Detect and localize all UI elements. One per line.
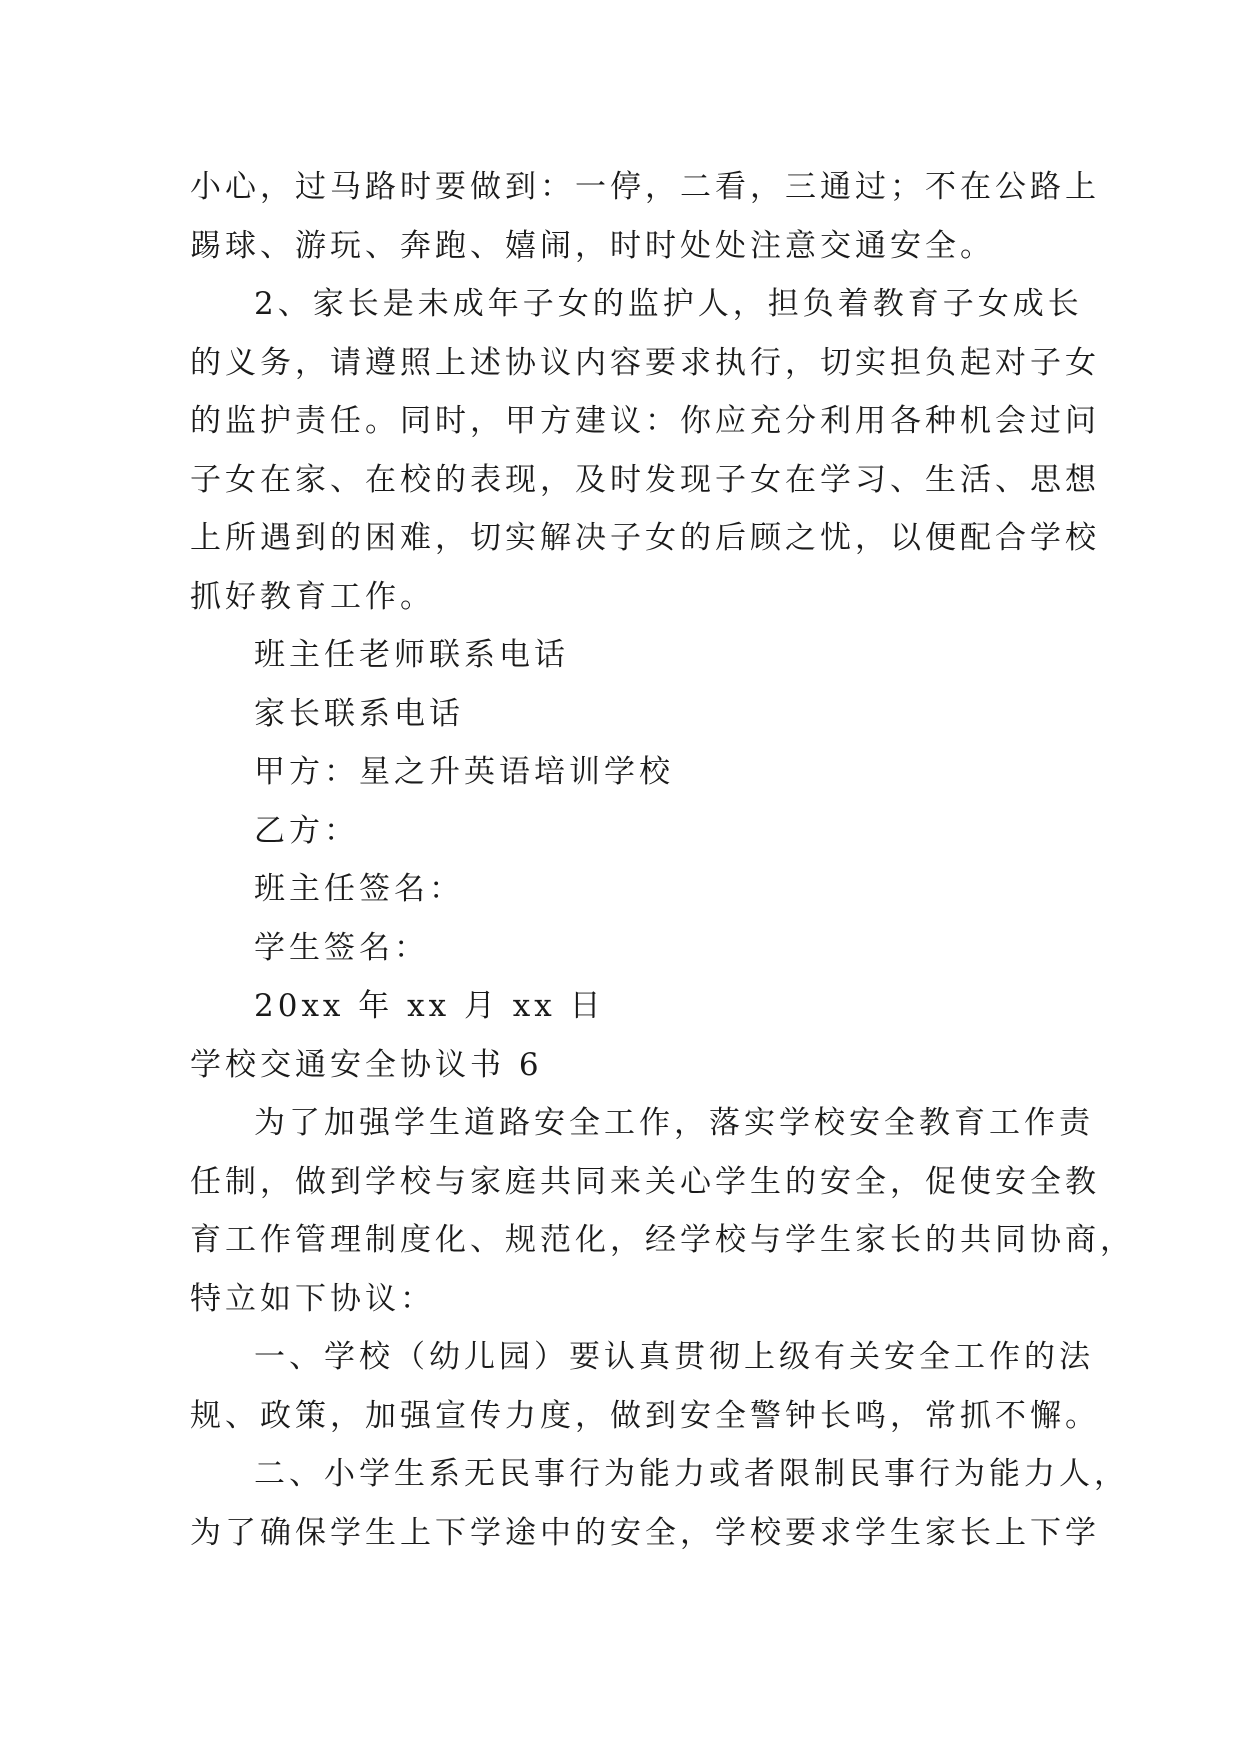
text-line: 任制，做到学校与家庭共同来关心学生的安全，促使安全教	[190, 1163, 1100, 1200]
text-line: 甲方：星之升英语培训学校	[254, 754, 674, 790]
text-line: 一、学校（幼儿园）要认真贯彻上级有关安全工作的法	[254, 1339, 1094, 1375]
text-line: 上所遇到的困难，切实解决子女的后顾之忧，以便配合学校	[190, 520, 1100, 556]
document-body	[190, 158, 1135, 1562]
text-line: 踢球、游玩、奔跑、嬉闹，时时处处注意交通安全。	[190, 227, 995, 264]
text-line: 特立如下协议：	[190, 1280, 435, 1317]
text-line: 20xx 年 xx 月 xx 日	[254, 988, 605, 1024]
text-line: 小心，过马路时要做到：一停，二看，三通过；不在公路上	[190, 169, 1100, 205]
text-line: 2、家长是未成年子女的监护人，担负着教育子女成长	[254, 286, 1083, 322]
text-line: 学校交通安全协议书 6	[190, 1046, 543, 1083]
text-line: 抓好教育工作。	[190, 578, 435, 615]
text-line: 家长联系电话	[254, 695, 464, 732]
text-line: 的义务，请遵照上述协议内容要求执行，切实担负起对子女	[190, 344, 1100, 381]
text-line: 二、小学生系无民事行为能力或者限制民事行为能力人，	[254, 1456, 1129, 1492]
text-line: 的监护责任。同时，甲方建议：你应充分利用各种机会过问	[190, 403, 1100, 439]
text-line: 为了加强学生道路安全工作，落实学校安全教育工作责	[254, 1105, 1094, 1141]
text-line: 规、政策，加强宣传力度，做到安全警钟长鸣，常抓不懈。	[190, 1397, 1100, 1434]
text-line: 乙方：	[254, 812, 359, 849]
text-line: 班主任签名：	[254, 871, 464, 907]
text-line: 学生签名：	[254, 929, 429, 966]
text-line: 班主任老师联系电话	[254, 637, 569, 673]
text-line: 育工作管理制度化、规范化，经学校与学生家长的共同协商，	[190, 1222, 1135, 1258]
text-line: 子女在家、在校的表现，及时发现子女在学习、生活、思想	[190, 461, 1100, 498]
text-line: 为了确保学生上下学途中的安全，学校要求学生家长上下学	[190, 1514, 1100, 1551]
